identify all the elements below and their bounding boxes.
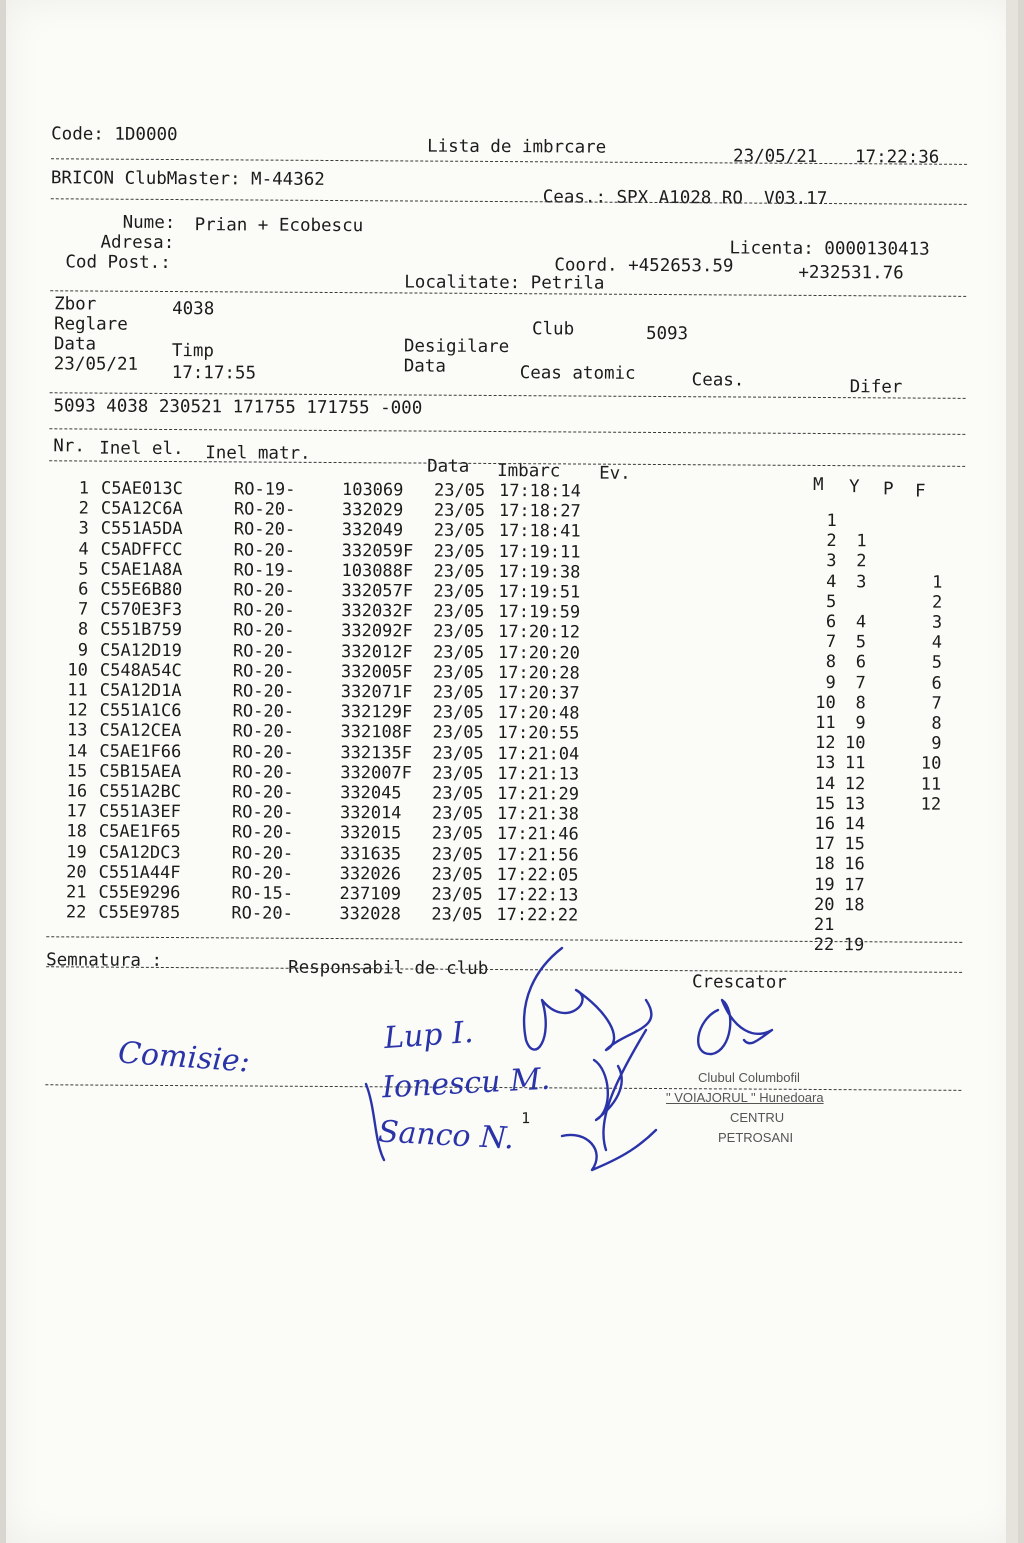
entry-time: 17:19:59 [498, 602, 581, 623]
col-m-header: M [812, 474, 824, 496]
row-number: 14 [66, 740, 88, 762]
ring-prefix: RO-20- [231, 802, 294, 823]
rank-y: 14 [844, 814, 866, 835]
rank-y: 11 [844, 753, 866, 774]
ring-number: 332032F [341, 601, 413, 622]
ring-number: 331635 [339, 843, 402, 865]
ring-number: 332059F [341, 540, 414, 562]
document-page [6, 0, 1018, 1543]
rank-m: 18 [814, 854, 835, 875]
ring-number: 332129F [340, 702, 413, 723]
rank-f: 10 [920, 753, 942, 775]
ring-prefix: RO-20- [232, 701, 295, 722]
ring-number: 332045 [340, 783, 402, 804]
entry-date: 23/05 [431, 803, 484, 825]
ring-prefix: RO-20- [232, 661, 295, 682]
col-f-header: F [914, 481, 926, 502]
rank-f: 3 [931, 612, 943, 633]
electronic-ring: C5ADFFCC [100, 539, 183, 560]
row-number: 20 [66, 862, 87, 883]
row-number: 22 [65, 902, 87, 923]
stamp-line-4: PETROSANI [718, 1130, 794, 1145]
rank-y: 17 [844, 874, 865, 895]
name-label: Nume: [122, 212, 176, 234]
entry-time: 17:22:22 [496, 905, 579, 926]
row-number: 4 [78, 539, 89, 560]
rank-f: 6 [931, 673, 942, 694]
owner-name: Prian + Ecobescu [194, 215, 364, 237]
ring-number: 332135F [340, 742, 413, 764]
entry-date: 23/05 [431, 864, 483, 885]
commission-member-1: Lup I. [382, 1014, 475, 1057]
entry-time: 17:20:12 [498, 622, 581, 643]
rank-m: 7 [825, 632, 837, 653]
unsealing-label: Desigilare [403, 336, 510, 358]
stamp-line-1: Clubul Columbofil [698, 1070, 800, 1085]
coordinates-lat: Coord. +452653.59 [554, 255, 734, 277]
code-label: Code: 1D0000 [51, 124, 178, 146]
entry-time: 17:20:28 [497, 662, 580, 684]
entry-time: 17:21:04 [497, 743, 580, 765]
entry-date: 23/05 [433, 561, 485, 582]
rank-m: 9 [825, 672, 836, 693]
ring-number: 332028 [339, 904, 401, 925]
electronic-ring: C5A12CEA [99, 720, 182, 742]
ring-number: 103088F [341, 560, 414, 582]
ring-prefix: RO-20- [233, 519, 296, 541]
entry-date: 23/05 [433, 541, 485, 562]
clock-label: Ceas.: SPX A1028 RO V03.17 [542, 187, 828, 210]
entry-time: 17:19:51 [498, 582, 581, 603]
electronic-ring: C5AE1F66 [99, 741, 182, 762]
entry-time: 17:18:14 [498, 481, 581, 502]
rank-y: 9 [855, 713, 866, 734]
row-number: 16 [66, 781, 88, 802]
entry-time: 17:21:38 [496, 804, 579, 825]
signature-strokes [6, 0, 1018, 1543]
rank-f: 11 [920, 774, 942, 795]
electronic-ring: C55E9785 [98, 902, 181, 924]
entry-date: 23/05 [433, 601, 485, 623]
ring-prefix: RO-20- [231, 863, 294, 884]
ring-prefix: RO-20- [233, 620, 295, 642]
breeder-label: Crescator [691, 972, 787, 993]
row-number: 5 [78, 559, 89, 580]
entry-time: 17:22:05 [496, 864, 579, 886]
ring-prefix: RO-20- [231, 903, 293, 924]
ring-prefix: RO-20- [232, 681, 295, 702]
row-number: 13 [66, 720, 88, 741]
responsible-signature [524, 948, 651, 1050]
rank-y: 12 [844, 773, 866, 794]
flight-number: 4038 [172, 299, 215, 320]
electronic-ring: C55E9296 [98, 882, 181, 904]
ring-number: 332005F [340, 661, 413, 683]
entry-time: 17:20:37 [497, 683, 580, 704]
entry-date: 23/05 [432, 723, 484, 744]
ring-prefix: RO-20- [231, 842, 294, 864]
entry-time: 17:20:48 [497, 703, 580, 724]
row-number: 17 [66, 801, 88, 822]
rank-y: 15 [844, 834, 865, 855]
page-number: 1 [521, 1109, 531, 1128]
date-label: Data [53, 334, 97, 355]
ring-number: 332029 [341, 500, 404, 521]
rank-y: 4 [855, 612, 867, 633]
rank-y: 8 [855, 692, 866, 714]
entry-date: 23/05 [432, 642, 485, 663]
flight-label: Zbor [54, 294, 97, 315]
ring-number: 332071F [340, 682, 413, 703]
ring-number: 332012F [340, 641, 413, 663]
electronic-ring: C551B759 [100, 619, 183, 641]
coordinates-lon: +232531.76 [798, 262, 904, 284]
row-number: 6 [78, 579, 89, 600]
rank-y: 13 [844, 793, 866, 815]
row-number: 19 [66, 841, 87, 863]
stamp-line-2: " VOIAJORUL " Hunedoara [666, 1090, 824, 1105]
rank-y: 5 [855, 632, 867, 653]
print-time: 17:22:36 [854, 147, 940, 168]
ring-number: 332015 [339, 823, 402, 844]
electronic-ring: C5A12C6A [100, 498, 183, 520]
col-nr-header: Nr. [53, 436, 85, 457]
entry-time: 17:18:41 [498, 521, 581, 542]
row-number: 10 [67, 660, 88, 681]
entry-time: 17:20:55 [497, 723, 580, 744]
entry-date: 23/05 [431, 824, 484, 845]
electronic-ring: C5AE013C [100, 478, 183, 500]
locality: Localitate: Petrila [404, 272, 605, 294]
difference-label: Difer [849, 377, 903, 398]
rank-m: 19 [814, 874, 835, 895]
electronic-ring: C570E3F3 [100, 599, 183, 621]
row-number: 8 [77, 619, 89, 640]
stamp-line-3: CENTRU [730, 1110, 785, 1125]
document-title: Lista de imbrcare [427, 136, 607, 158]
rank-m: 11 [815, 712, 836, 734]
rank-y: 6 [855, 652, 867, 673]
entry-date: 23/05 [432, 763, 484, 784]
rank-m: 16 [814, 813, 836, 835]
entry-date: 23/05 [433, 581, 485, 602]
electronic-ring: C551A1C6 [99, 700, 182, 722]
entry-date: 23/05 [433, 480, 486, 501]
rank-m: 6 [825, 612, 837, 633]
ring-prefix: RO-20- [232, 721, 295, 743]
row-number: 3 [78, 518, 89, 539]
entry-date: 23/05 [432, 702, 484, 724]
rank-m: 2 [826, 531, 837, 552]
unsealing-date-label: Data [403, 356, 446, 377]
ring-number: 103069 [341, 480, 404, 501]
ring-number: 332092F [341, 621, 413, 642]
rank-m: 8 [825, 652, 837, 673]
rank-m: 1 [826, 511, 837, 532]
entry-date: 23/05 [432, 662, 485, 683]
ring-prefix: RO-20- [233, 499, 296, 520]
rank-m: 15 [814, 793, 836, 814]
rank-f: 9 [931, 733, 942, 754]
electronic-ring: C5A12D1A [99, 680, 182, 702]
col-data-header: Data [427, 456, 470, 477]
entry-date: 23/05 [431, 884, 483, 905]
page-edge [1006, 0, 1018, 1543]
address-label: Adresa: [100, 232, 175, 254]
electronic-ring: C55E6B80 [100, 579, 183, 601]
signature-label: Semnatura : [46, 950, 163, 971]
ring-number: 332049 [341, 520, 404, 541]
ring-prefix: RO-20- [232, 640, 295, 662]
col-inel-el-header: Inel el. [99, 438, 184, 460]
ring-number: 332007F [340, 762, 413, 784]
breeder-signature [698, 1000, 772, 1054]
col-inel-matr-header: Inel matr. [205, 443, 311, 464]
commission-member-2: Ionescu M. [381, 1061, 552, 1106]
row-number: 18 [66, 821, 87, 842]
col-imbarc-header: Imbarc [497, 461, 561, 482]
rank-y: 19 [843, 935, 865, 956]
col-y-header: Y [848, 477, 860, 498]
rank-f: 8 [931, 713, 942, 734]
rank-f: 7 [931, 693, 942, 714]
ring-prefix: RO-20- [232, 782, 294, 803]
rank-y: 18 [843, 894, 865, 916]
electronic-ring: C551A3EF [98, 801, 181, 823]
setting-time: 17:17:55 [171, 363, 257, 384]
electronic-ring: C5B15AEA [99, 761, 182, 782]
ring-prefix: RO-19- [233, 560, 296, 581]
rank-y: 2 [856, 551, 867, 572]
entry-date: 23/05 [433, 521, 486, 542]
device-label: BRICON ClubMaster: M-44362 [50, 168, 325, 190]
rank-f: 2 [932, 592, 943, 613]
club-number: 5093 [645, 323, 689, 345]
ring-prefix: RO-20- [233, 539, 296, 561]
rank-m: 20 [813, 894, 835, 915]
setting-label: Reglare [53, 314, 128, 335]
row-number: 1 [78, 478, 90, 499]
entry-date: 23/05 [431, 904, 483, 926]
clock-col-label: Ceas. [691, 370, 745, 391]
rank-m: 22 [813, 935, 835, 956]
col-ev-header: Ev. [599, 463, 631, 484]
electronic-ring: C5AE1A8A [100, 559, 183, 580]
row-number: 21 [66, 882, 87, 903]
rank-m: 17 [814, 834, 835, 855]
electronic-ring: C551A5DA [100, 518, 183, 540]
entry-time: 17:19:38 [498, 561, 581, 583]
licence-number: Licenta: 0000130413 [729, 238, 930, 260]
entry-time: 17:18:27 [498, 501, 581, 522]
club-responsible-label: Responsabil de club [288, 957, 489, 979]
entry-time: 17:21:56 [496, 844, 579, 866]
atomic-clock-label: Ceas atomic [519, 363, 636, 384]
rank-f: 4 [931, 632, 943, 653]
entry-time: 17:22:13 [496, 885, 579, 906]
electronic-ring: C551A2BC [99, 781, 182, 803]
entry-date: 23/05 [432, 783, 484, 804]
entry-time: 17:21:13 [497, 763, 580, 785]
electronic-ring: C5A12D19 [99, 640, 182, 661]
ring-prefix: RO-20- [232, 762, 294, 783]
electronic-ring: C5A12DC3 [98, 842, 181, 863]
ring-number: 332014 [339, 803, 402, 824]
entry-time: 17:21:46 [496, 824, 579, 845]
entry-time: 17:20:20 [497, 642, 580, 664]
ring-prefix: RO-20- [233, 580, 295, 601]
rank-y: 10 [844, 733, 866, 754]
rank-f: 1 [932, 572, 943, 593]
rank-m: 4 [826, 571, 837, 592]
rank-m: 5 [826, 591, 837, 612]
postal-code-label: Cod Post.: [65, 252, 171, 274]
row-number: 15 [66, 761, 88, 782]
row-number: 11 [67, 680, 88, 701]
rank-m: 12 [814, 733, 836, 754]
entry-date: 23/05 [432, 682, 485, 703]
rank-f: 5 [931, 653, 943, 674]
rank-y: 3 [856, 571, 867, 592]
row-number: 7 [77, 599, 89, 620]
ring-number: 332026 [339, 863, 402, 885]
col-p-header: P [882, 479, 894, 500]
ring-number: 332108F [340, 722, 413, 743]
entry-time: 17:21:29 [497, 784, 580, 805]
ring-prefix: RO-20- [233, 600, 295, 621]
commission-member-3: Sanco N. [377, 1114, 515, 1157]
commission-label: Comisie: [116, 1035, 251, 1080]
electronic-ring: C5AE1F65 [98, 821, 181, 843]
rank-y: 1 [856, 531, 867, 552]
flight-code-line: 5093 4038 230521 171755 171755 -000 [53, 396, 423, 419]
row-number: 9 [77, 640, 89, 661]
rank-y: 16 [844, 854, 865, 875]
ring-prefix: RO-19- [233, 479, 296, 500]
entry-date: 23/05 [431, 844, 484, 865]
rank-f: 12 [920, 794, 942, 815]
ring-prefix: RO-15- [231, 883, 294, 904]
ring-prefix: RO-20- [232, 741, 294, 763]
rank-m: 13 [814, 753, 836, 774]
row-number: 12 [67, 700, 88, 721]
rank-m: 21 [813, 914, 835, 936]
ring-prefix: RO-20- [231, 822, 294, 844]
rank-y: 7 [855, 672, 866, 693]
rank-m: 10 [815, 692, 836, 713]
ring-number: 237109 [339, 884, 402, 905]
electronic-ring: C548A54C [99, 660, 182, 681]
rank-m: 14 [814, 773, 836, 794]
row-number: 2 [78, 498, 89, 519]
setting-date: 23/05/21 [53, 354, 139, 375]
ring-number: 332057F [341, 581, 414, 602]
entry-date: 23/05 [433, 622, 485, 643]
entry-date: 23/05 [432, 743, 484, 764]
print-date: 23/05/21 [732, 146, 818, 167]
rank-m: 3 [826, 551, 837, 572]
electronic-ring: C551A44F [98, 862, 181, 883]
time-label: Timp [171, 341, 215, 362]
entry-date: 23/05 [433, 500, 486, 522]
club-label: Club [531, 319, 575, 340]
entry-time: 17:19:11 [498, 541, 581, 563]
